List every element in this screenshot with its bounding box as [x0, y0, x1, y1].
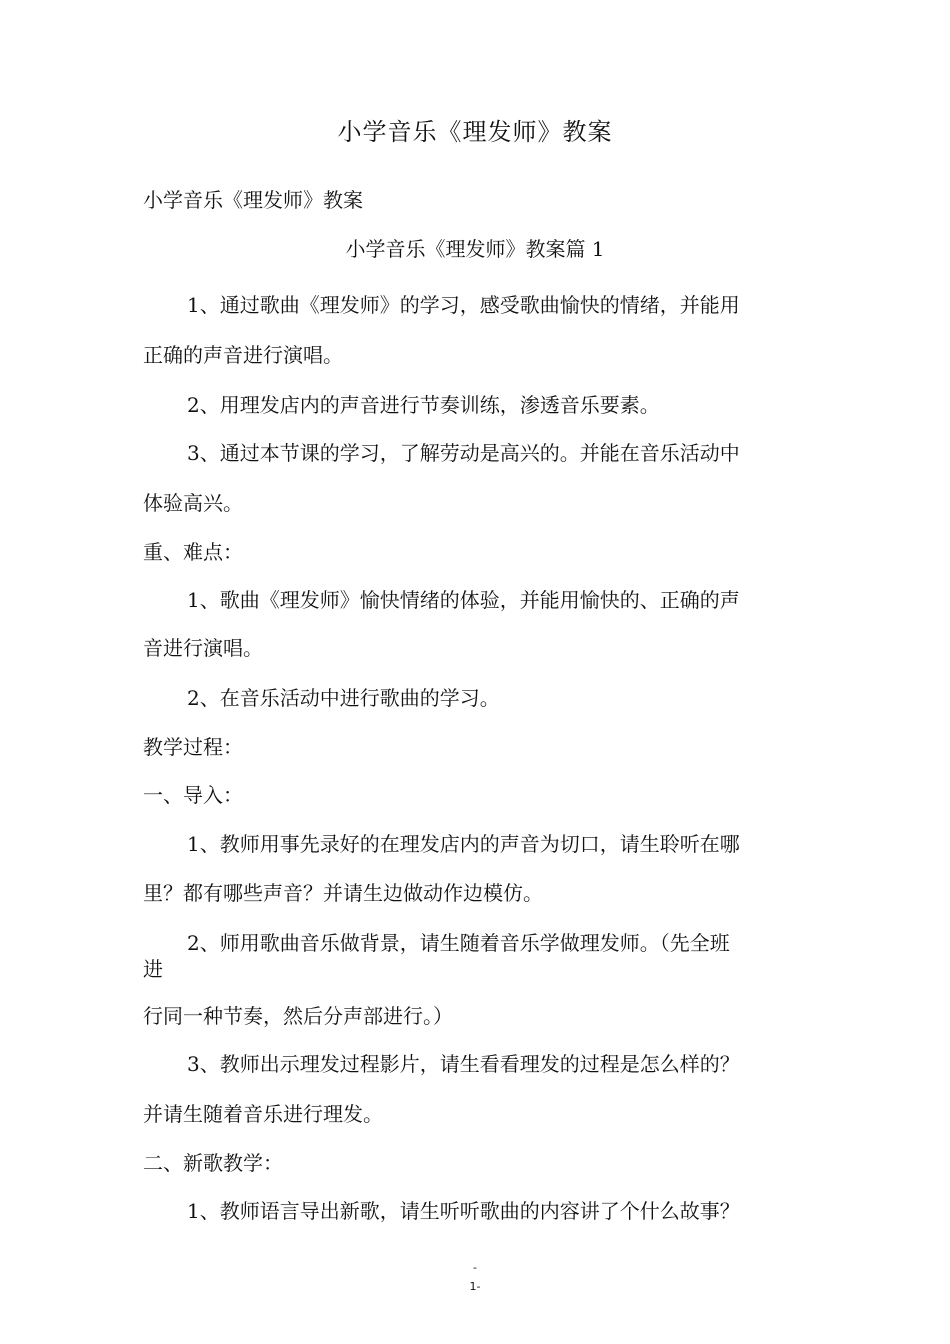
paragraph-line: 里？都有哪些声音？并请生边做动作边模仿。	[143, 881, 543, 905]
paragraph-line: 3、通过本节课的学习，了解劳动是高兴的。并能在音乐活动中	[187, 441, 740, 465]
heading-line: 教学过程：	[143, 735, 243, 759]
paragraph-line: 正确的声音进行演唱。	[143, 343, 343, 367]
paragraph-line: 1、教师用事先录好的在理发店内的声音为切口，请生聆听在哪	[187, 832, 740, 856]
paragraph-line: 体验高兴。	[143, 491, 243, 515]
heading-line: 一、导入：	[143, 783, 243, 807]
paragraph-line: 2、用理发店内的声音进行节奏训练，渗透音乐要素。	[187, 393, 660, 417]
paragraph-line: 2、在音乐活动中进行歌曲的学习。	[187, 686, 500, 710]
paragraph-line: 3、教师出示理发过程影片，请生看看理发的过程是怎么样的？	[187, 1052, 740, 1076]
paragraph-line: 音进行演唱。	[143, 636, 263, 660]
document-title: 小学音乐《理发师》教案	[337, 118, 613, 146]
paragraph-line: 1、通过歌曲《理发师》的学习，感受歌曲愉快的情绪，并能用	[187, 293, 740, 317]
footer-dash: -	[473, 1261, 477, 1274]
heading-line: 重、难点：	[143, 540, 243, 564]
paragraph-line: 并请生随着音乐进行理发。	[143, 1102, 383, 1126]
paragraph-line: 行同一种节奏，然后分声部进行。）	[143, 1004, 453, 1028]
paragraph-line: 1、歌曲《理发师》愉快情绪的体验，并能用愉快的、正确的声	[187, 588, 740, 612]
heading-line: 二、新歌教学：	[143, 1151, 283, 1175]
paragraph-line: 进	[143, 957, 163, 981]
paragraph-line: 1、教师语言导出新歌，请生听听歌曲的内容讲了个什么故事？	[187, 1199, 740, 1223]
section-heading: 小学音乐《理发师》教案篇 1	[345, 237, 605, 261]
document-subtitle: 小学音乐《理发师》教案	[143, 188, 363, 212]
page-number: 1-	[469, 1280, 481, 1293]
paragraph-line: 2、师用歌曲音乐做背景，请生随着音乐学做理发师。（先全班	[187, 931, 730, 955]
